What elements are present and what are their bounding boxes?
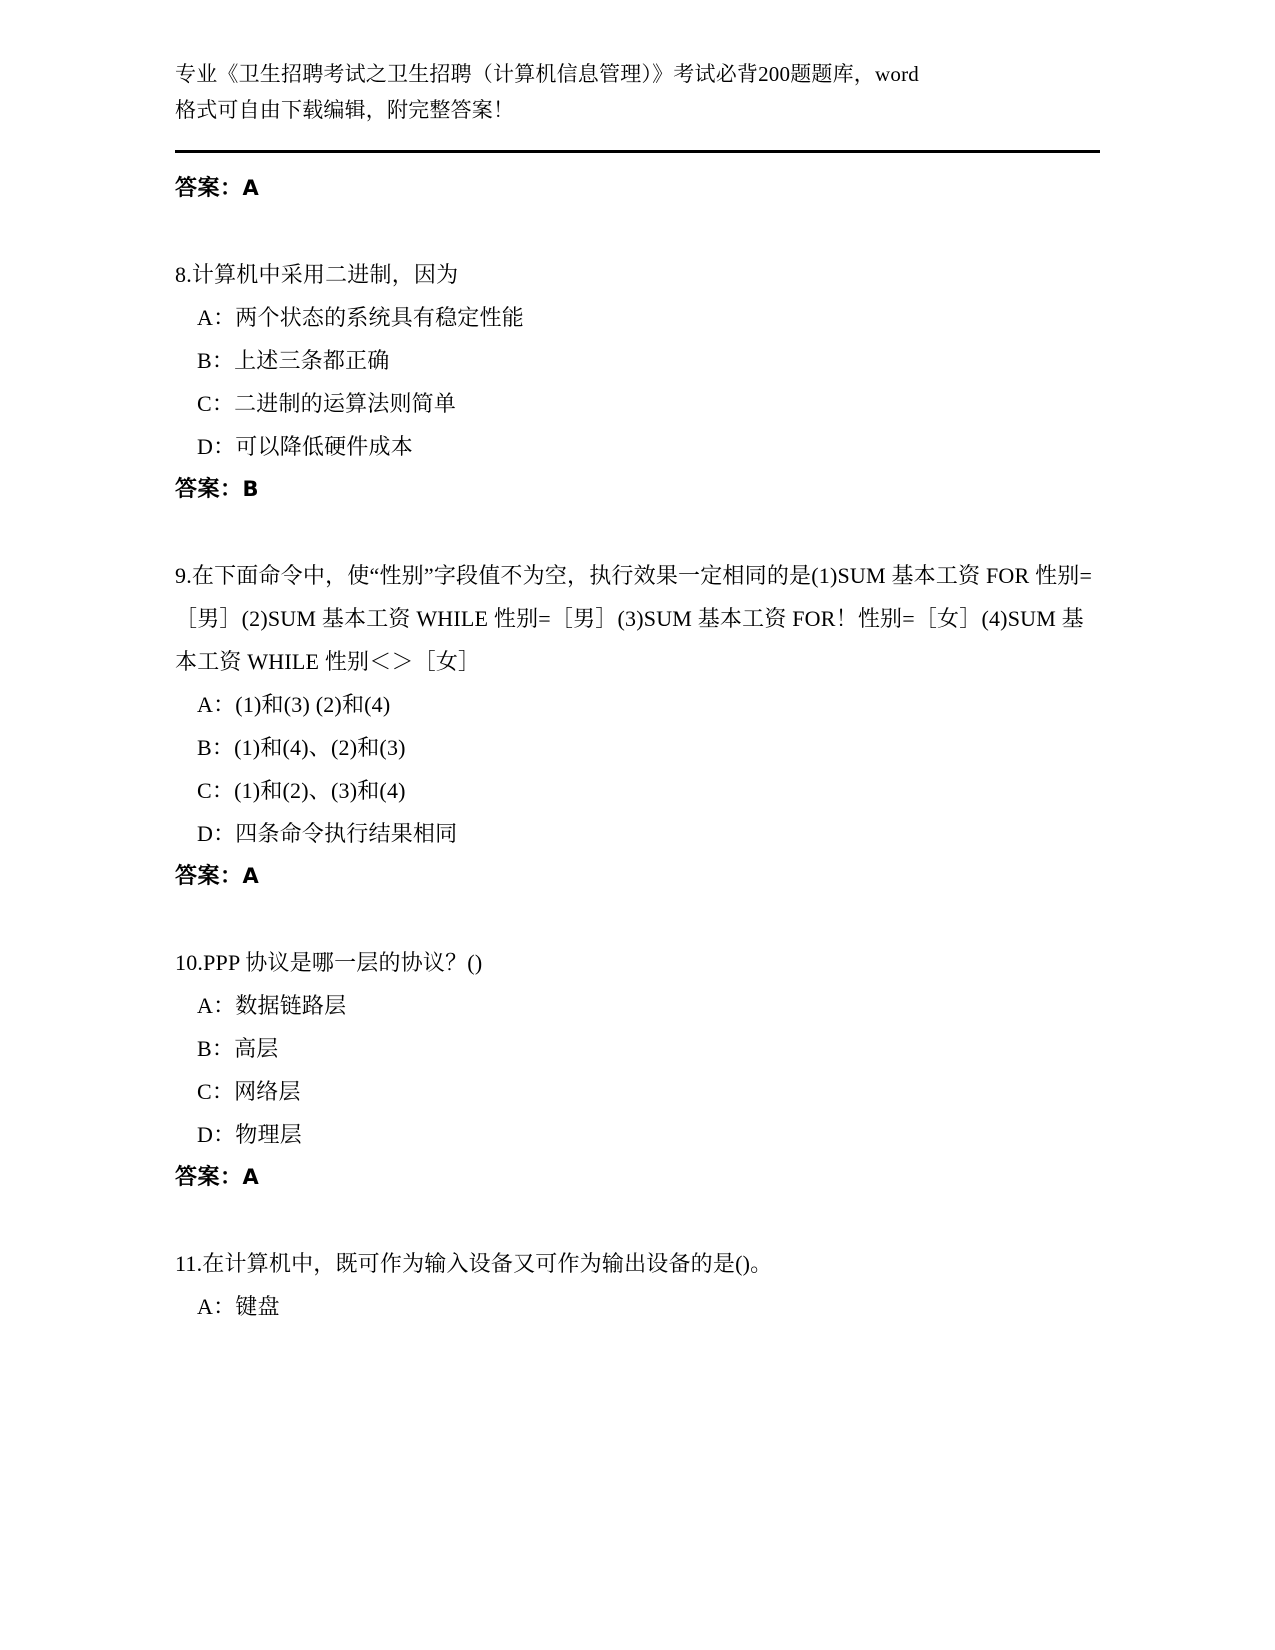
question-option: A：键盘 [197,1294,280,1319]
question-option: C：二进制的运算法则简单 [197,391,457,416]
question-stem: 11.在计算机中，既可作为输入设备又可作为输出设备的是()。 [175,1251,773,1276]
question-stem: 8.计算机中采用二进制，因为 [175,262,459,287]
answer-value: A [242,1165,260,1189]
header-line-1: 专业《卫生招聘考试之卫生招聘（计算机信息管理）》考试必背200题题库，word [175,62,919,86]
answer-line [175,468,1100,510]
question-option: D：四条命令执行结果相同 [197,821,458,846]
question-option: B：(1)和(4)、(2)和(3) [197,735,406,760]
question-option: B：上述三条都正确 [197,348,390,373]
answer-line [175,1156,1100,1198]
question-block [175,1242,1100,1328]
page-header [175,56,1100,128]
answer-value: A [242,864,260,888]
question-stem: 9.在下面命令中，使“性别”字段值不为空，执行效果一定相同的是(1)SUM 基本工资 FOR 性别=［男］(2)SUM 基本工资 WHILE 性别=［男］(3)SUM 基本工资 FOR！性别=［女］(4)SUM 基本工资 WHILE 性别＜＞［女］ [175,563,1093,674]
question-block [175,941,1100,1198]
answer-value: A [242,176,260,200]
question-block [175,253,1100,510]
answer-label: 答案： [175,863,243,888]
question-option: A：数据链路层 [197,993,347,1018]
answer-line [175,167,1100,209]
question-option: C：(1)和(2)、(3)和(4) [197,778,406,803]
answer-value: B [242,477,260,501]
question-stem: 10.PPP 协议是哪一层的协议？() [175,950,483,975]
question-option: D：物理层 [197,1122,302,1147]
answer-label: 答案： [175,1164,243,1189]
question-option: D：可以降低硬件成本 [197,434,413,459]
question-option: A：(1)和(3) (2)和(4) [197,692,391,717]
answer-line [175,855,1100,897]
question-option: C：网络层 [197,1079,301,1104]
question-option: B：高层 [197,1036,279,1061]
question-block [175,554,1100,897]
document-body [175,153,1100,1328]
question-option: A：两个状态的系统具有稳定性能 [197,305,524,330]
header-line-2: 格式可自由下载编辑，附完整答案！ [175,98,515,122]
answer-label: 答案： [175,175,243,200]
answer-label: 答案： [175,476,243,501]
